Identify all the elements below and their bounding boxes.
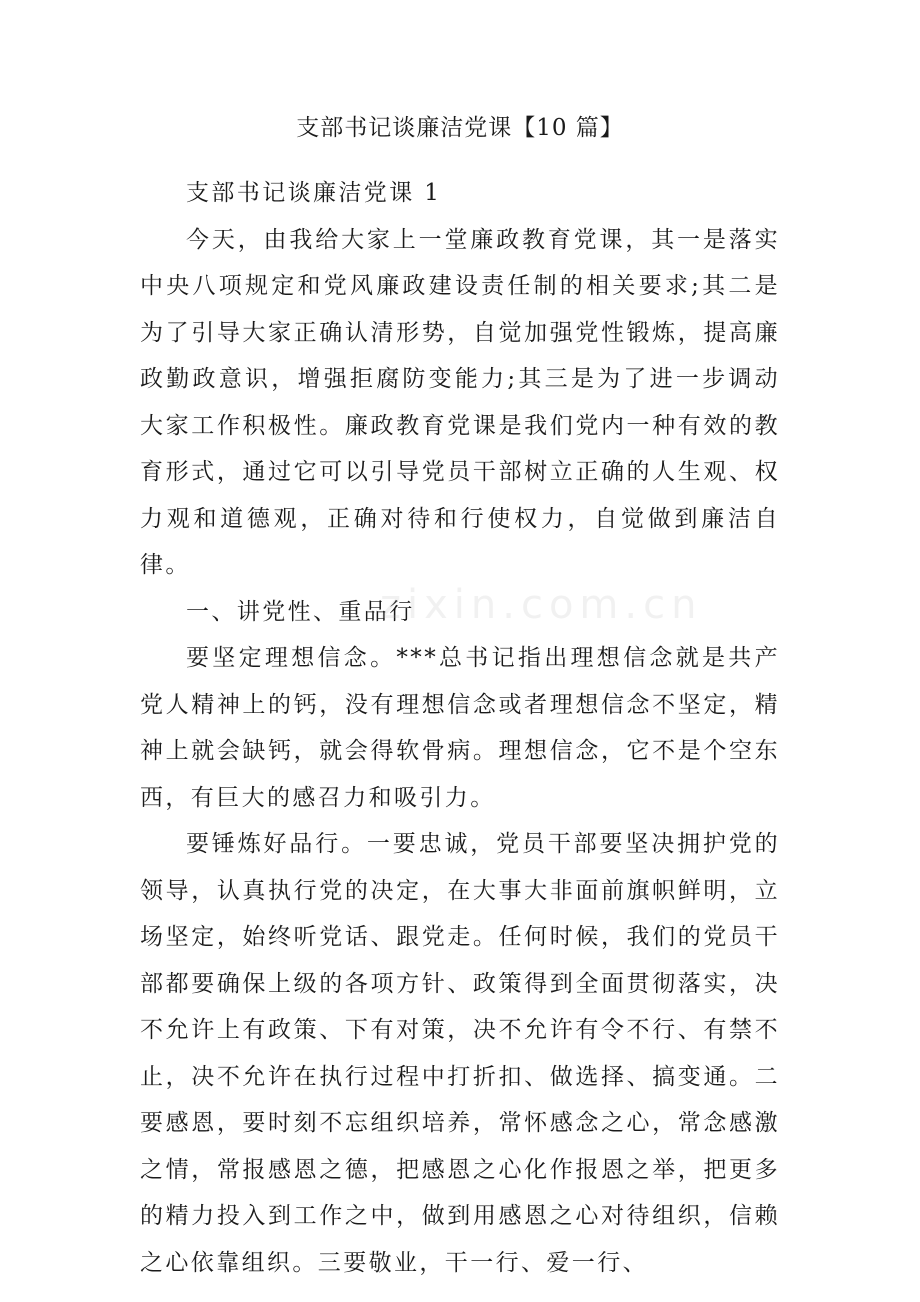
watermark-text: zixin.com.cn	[380, 582, 703, 628]
document-title: 支部书记谈廉洁党课【10 篇】	[296, 115, 624, 141]
paragraph: 要锤炼好品行。一要忠诚，党员干部要坚决拥护党的领导，认真执行党的决定，在大事大非面前旗帜鲜明，立场坚定，始终听党话、跟党走。任何时候，我们的党员干部都要确保上级的各项方针、政策得到全面贯彻落实，决不允许上有政策、下有对策，决不允许有令不行、有禁不止，决不允许在执行过程中打折扣、做选择、搞变通。二要感恩，要时刻不忘组织培养，常怀感念之心，常念感激之情，常报感恩之德，把感恩之心化作报恩之举，把更多的精力投入到工作之中，做到用感恩之心对待组织，信赖之心依靠组织。三要敬业，干一行、爱一行、	[140, 831, 780, 1276]
paragraph: 今天，由我给大家上一堂廉政教育党课，其一是落实中央八项规定和党风廉政建设责任制的相关要求;其二是为了引导大家正确认清形势，自觉加强党性锻炼，提高廉政勤政意识，增强拒腐防变能力;其三是为了进一步调动大家工作积极性。廉政教育党课是我们党内一种有效的教育形式，通过它可以引导党员干部树立正确的人生观、权力观和道德观，正确对待和行使权力，自觉做到廉洁自律。	[140, 226, 780, 578]
subsection-heading: 一、讲党性、重品行	[186, 598, 415, 625]
section-heading: 支部书记谈廉洁党课 1	[186, 180, 442, 206]
paragraph: 要坚定理想信念。***总书记指出理想信念就是共产党人精神上的钙，没有理想信念或者理想信念不坚定，精神上就会缺钙，就会得软骨病。理想信念，它不是个空东西，有巨大的感召力和吸引力。	[140, 645, 780, 811]
document-body	[140, 170, 780, 1286]
